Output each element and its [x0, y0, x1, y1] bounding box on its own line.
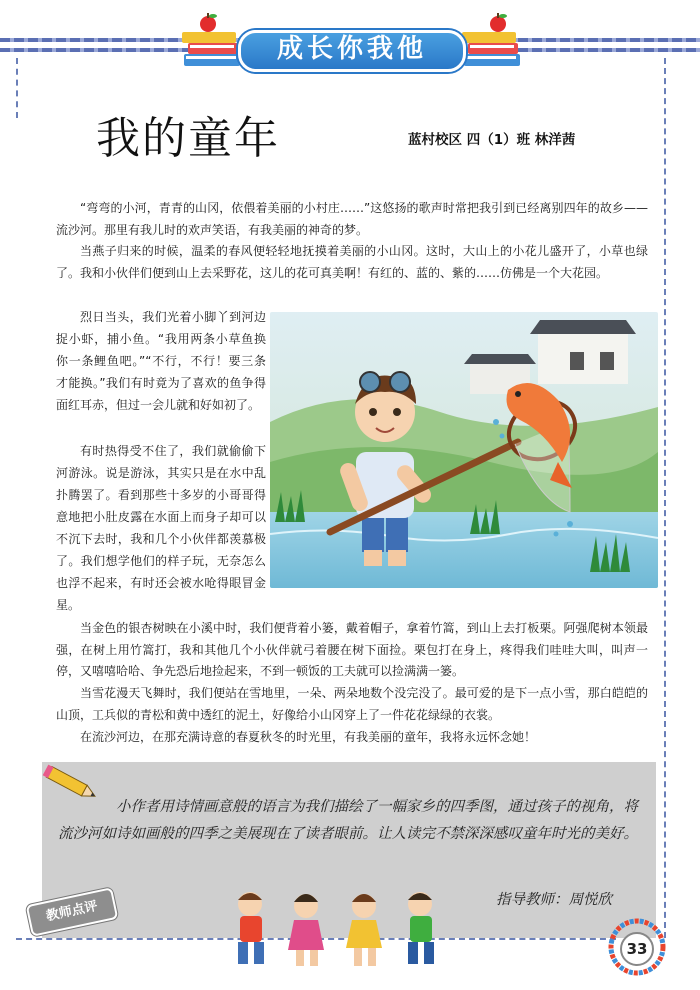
teacher-name: 指导教师：周悦欣	[496, 892, 612, 908]
paragraph: 当金色的银杏树映在小溪中时，我们便背着小篓，戴着帽子，拿着竹篙，到山上去打板栗。阿强爬树本领最强，在树上用竹篙打，我和其他几个小伙伴就弓着腰在树下面捡。栗包打在身上，疼得我们哇哇大叫，叫声一停，又嘻嘻哈哈、争先恐后地捡起来，不到一顿饭的工夫就可以捡满满一篓。	[56, 621, 648, 678]
children-illustration	[224, 886, 452, 970]
paragraph: “弯弯的小河，青青的山冈，依偎着美丽的小村庄……”这悠扬的歌声时常把我引到已经离别四年的故乡——流沙河。那里有我儿时的欢声笑语，有我美丽的神奇的梦。	[56, 201, 648, 237]
books-apple-icon	[458, 10, 528, 72]
paragraph: 有时热得受不住了，我们就偷偷下河游泳。说是游泳，其实只是在水中乱扑腾罢了。看到那些十多岁的小哥哥得意地把小肚皮露在水面上而身子却可以不沉下去时，我和几个小伙伴都羡慕极了。我们想学他们的样子玩，无奈怎么也浮不起来，有时还会被水呛得眼冒金星。	[56, 444, 266, 612]
article-byline: 蓝村校区 四（1）班 林洋茜	[408, 132, 576, 148]
paragraph: 当雪花漫天飞舞时，我们便站在雪地里，一朵、两朵地数个没完没了。最可爱的是下一点小雪，那白皑皑的山顶，工兵似的青松和黄中透红的泥土，好像给小山冈穿上了一件花花绿绿的衣裳。	[56, 686, 648, 722]
teacher-comment-badge: 教师点评	[26, 887, 119, 937]
illustration-boy-fishing	[270, 312, 658, 588]
section-title: 成长你我他	[276, 34, 427, 64]
page-frame-right	[664, 58, 666, 938]
teacher-comment-text: 小作者用诗情画意般的语言为我们描绘了一幅家乡的四季图，通过孩子的视角，将流沙河如诗如画般的四季之美展现在了读者眼前。让人读完不禁深深感叹童年时光的美好。	[58, 799, 638, 842]
page-number: 33	[620, 932, 654, 966]
paragraph: 当燕子归来的时候，温柔的春风便轻轻地抚摸着美丽的小山冈。这时，大山上的小花儿盛开了，小草也绿了。我和小伙伴们便到山上去采野花，这儿的花可真美啊！有红的、蓝的、紫的……仿佛是一个大花园。	[56, 244, 648, 280]
paragraph: 在流沙河边，在那充满诗意的春夏秋冬的时光里，有我美丽的童年，我将永远怀念她！	[80, 730, 537, 744]
paragraph: 烈日当头，我们光着小脚丫到河边捉小虾，捕小鱼。“我用两条小草鱼换你一条鲤鱼吧。”“不行，不行！要三条才能换。”我们有时竟为了喜欢的鱼争得面红耳赤，但过一会儿就和好如初了。	[56, 310, 266, 412]
page-frame-left	[16, 58, 18, 118]
article-title: 我的童年	[96, 113, 280, 164]
